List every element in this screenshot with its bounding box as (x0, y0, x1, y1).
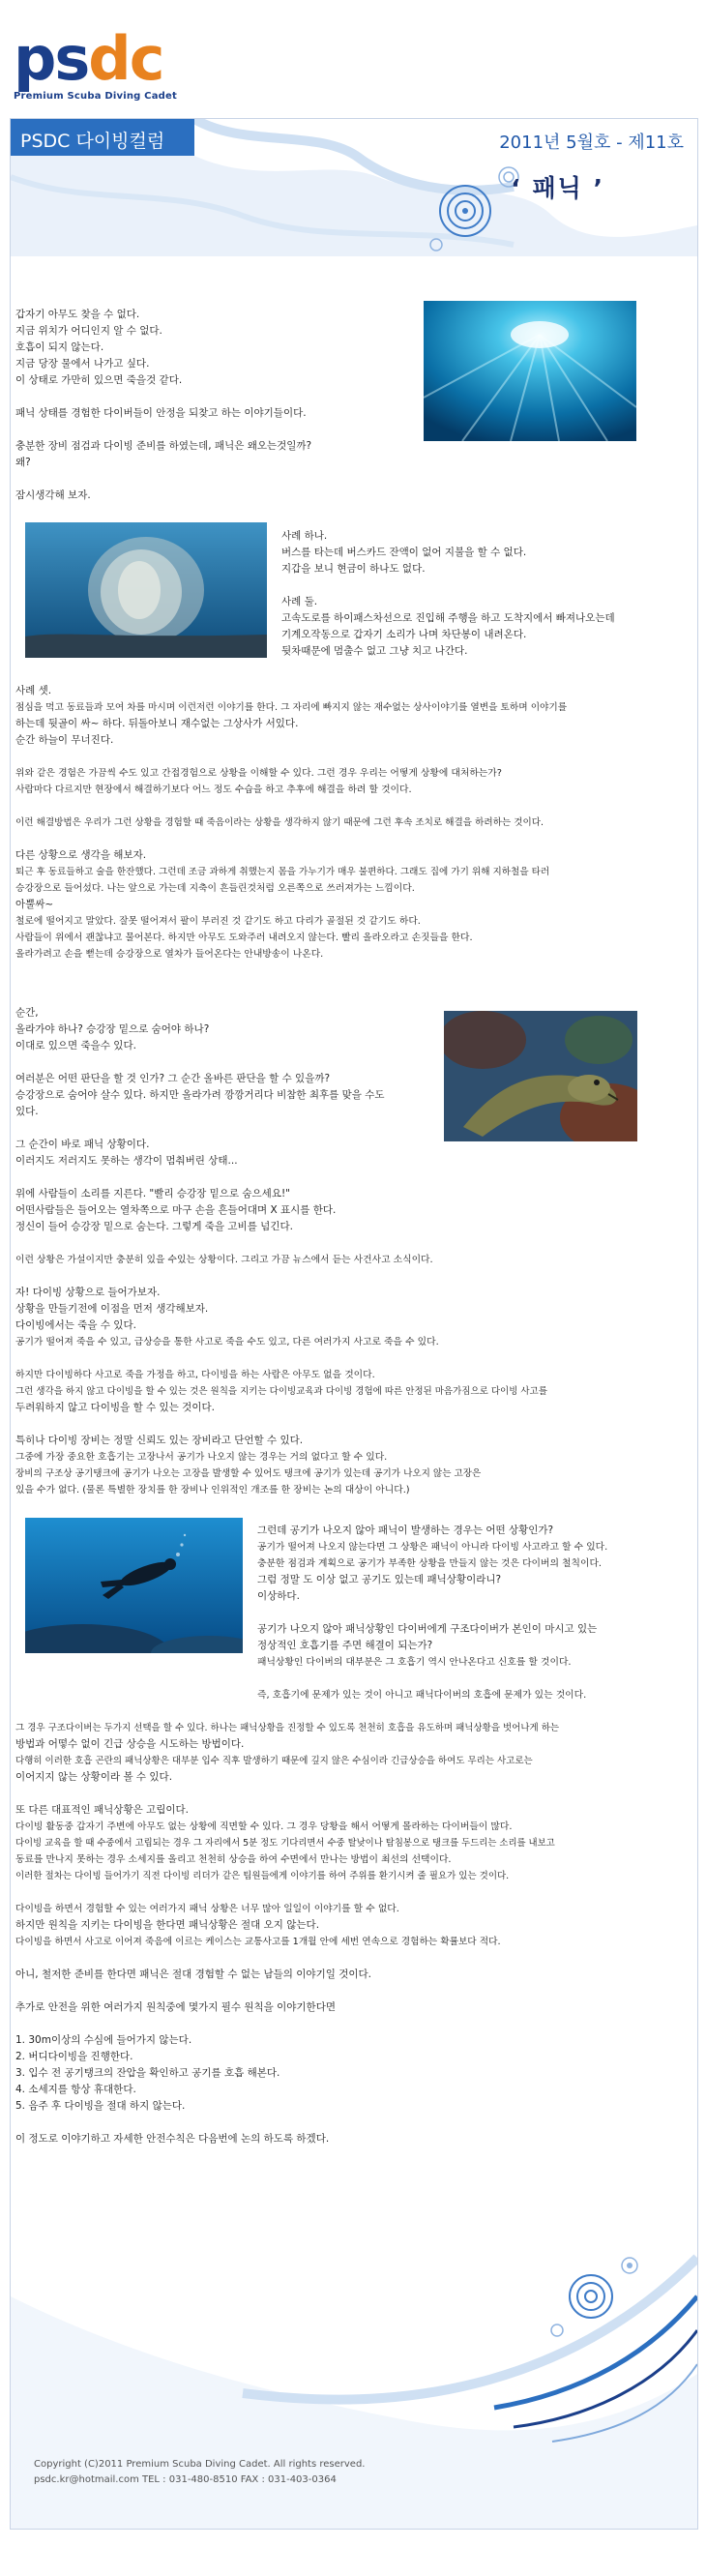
intro-line: 갑자기 아무도 찾을 수 없다. (15, 309, 140, 320)
case3-line: 사례 셋. (15, 685, 52, 696)
elevator-line: 올라가려고 손을 뻗는데 승강장으로 열차가 들어온다는 안내방송이 나온다. (15, 949, 324, 960)
judgement-line: 있다. (15, 1106, 39, 1117)
copyright-text: Copyright (C)2011 Premium Scuba Diving Cadet. All rights reserved. (34, 2459, 366, 2470)
diver-photo (25, 1518, 243, 1653)
regulator-line: 정상적인 호흡기를 주면 해결이 되는가? (257, 1640, 433, 1651)
footer-circles-decoration (551, 2258, 637, 2336)
issue-label: 2011년 5월호 - 제11호 (499, 133, 684, 153)
rescue-line: 다행히 이러한 호흡 곤란의 패닉상황은 대부분 입수 직후 발생하기 때문에 깊지 않은 수심이라 긴급상승을 하여도 무리는 사고로는 (15, 1756, 533, 1766)
psdc-logo[interactable] (14, 23, 236, 106)
paragraph: 아니, 철저한 준비를 한다면 패닉은 절대 경험할 수 없는 남들의 이야기일 것이다. (15, 1969, 371, 1980)
intro-line: 지금 당장 물에서 나가고 싶다. (15, 358, 150, 370)
case2-line: 고속도로를 하이패스차선으로 진입해 주행을 하고 도착지에서 빠져나오는데 (281, 612, 615, 624)
closing-paragraph: 이 정도로 이야기하고 자세한 안전수칙은 다음번에 논의 하도록 하겠다. (15, 2133, 330, 2145)
moment-line: 올라가야 하나? 승강장 밑으로 숨어야 하나? (15, 1023, 210, 1035)
moment-line: 이대로 있으면 죽을수 있다. (15, 1040, 136, 1051)
column-banner (10, 118, 698, 256)
contact-text[interactable]: psdc.kr@hotmail.com TEL : 031-480-8510 FAX : 031-403-0364 (34, 2474, 337, 2485)
case-diver-line: 그런데 공기가 나오지 않아 패닉이 발생하는 경우는 어떤 상황인가? (257, 1525, 554, 1536)
assume-line: 하지만 다이빙하다 사고로 죽을 가정을 하고, 다이빙을 하는 사람은 아무도 없을 것이다. (15, 1370, 375, 1380)
paragraph: 즉, 호흡기에 문제가 있는 것이 아니고 패닉다이버의 호흡에 문제가 있는 것이다. (257, 1690, 587, 1701)
paragraph: 왜? (15, 457, 31, 468)
shout-line: 위에 사람들이 소리를 지른다. "빨리 승강장 밑으로 숨으세요!" (15, 1188, 291, 1199)
paragraph: 잠시생각해 보자. (15, 489, 91, 501)
other-line: 이러한 절차는 다이빙 들어가기 직전 다이빙 리더가 같은 팀원들에게 이야기를 하여 주위를 환기시켜 줄 필요가 있는 것이다. (15, 1871, 510, 1881)
case2-line: 기계오작동으로 갑자기 소리가 나며 차단봉이 내려온다. (281, 629, 527, 640)
footer (10, 2238, 698, 2530)
case-diver-line: 그럼 정말 도 이상 없고 공기도 있는데 패닉상황이라니? (257, 1574, 502, 1585)
case3-line: 점심을 먹고 동료들과 모여 차를 마시며 이런저런 이야기를 한다. 그 자리에 빠지지 않는 재수없는 상사이야기를 열변을 토하며 이야기를 (15, 702, 568, 713)
judgement-line: 승강장으로 숨어야 살수 있다. 하지만 올라가려 깡깡거리다 비참한 최후를 맞을 수도 (15, 1089, 385, 1101)
case1-line: 지갑을 보니 현금이 하나도 없다. (281, 563, 426, 575)
other-line: 다이빙 활동중 갑자기 주변에 아무도 없는 상황에 직면할 수 있다. 그 경우 당황을 해서 어떻게 몰라하는 다이버들이 많다. (15, 1821, 513, 1832)
paragraph: 이런 상황은 가설이지만 충분히 있을 수있는 상황이다. 그리고 가끔 뉴스에서 듣는 사건사고 소식이다. (15, 1255, 433, 1265)
intro-line: 이 상태로 가만히 있으면 죽을것 같다. (15, 374, 183, 386)
case-diver-line: 이상하다. (257, 1590, 300, 1602)
elevator-line: 승강장으로 들어섰다. 나는 앞으로 가는데 지축이 흔들린것처럼 오른쪽으로 쓰러져가는 느낌이다. (15, 883, 415, 894)
logo-mark: psdc (14, 23, 163, 94)
paragraph: 위와 같은 경험은 가끔씩 수도 있고 간접경험으로 상황을 이해할 수 있다. 그런 경우 우리는 어떻게 상황에 대처하는가? (15, 768, 502, 779)
air-line: 그중에 가장 중요한 호흡기는 고장나서 공기가 나오지 않는 경우는 거의 없다고 할 수 있다. (15, 1452, 388, 1463)
regulator-line: 패닉상황인 다이버의 대부분은 그 호흡기 역시 안나온다고 신호를 할 것이다. (257, 1657, 572, 1668)
principle-item: 3. 입수 전 공기탱크의 잔압을 확인하고 공기를 호흡 해본다. (15, 2067, 280, 2079)
rescue-line: 이어지지 않는 상황이라 볼 수 있다. (15, 1771, 173, 1783)
elevator-line: 퇴근 후 동료들하고 술을 한잔했다. 그런데 조금 과하게 취했는지 몸을 가누기가 매우 불편하다. 그래도 집에 가기 위해 지하철을 타러 (15, 867, 550, 877)
air-line: 있을 수가 없다. (물론 특별한 장치를 한 장비나 인위적인 개조를 한 장비는 논의 대상이 아니다.) (15, 1485, 410, 1495)
sunlight-underwater-photo (424, 301, 636, 441)
elevator-line: 사람들이 위에서 괜찮냐고 물어본다. 하지만 아무도 도와주러 내려오지 않는다. 빨리 올라오라고 손짓들을 한다. (15, 933, 473, 943)
story-line: 다이빙을 하면서 경험할 수 있는 여러가지 패닉 상황은 너무 많아 일일이 이야기를 할 수 없다. (15, 1904, 399, 1914)
logo-tagline: Premium Scuba Diving Cadet (14, 91, 177, 102)
air-line: 장비의 구조상 공기탱크에 공기가 나오는 고장을 발생할 수 있어도 탱크에 공기가 있는데 공기가 나오지 않는 고장은 (15, 1468, 482, 1479)
dive-line: 상황을 만들기전에 이점을 먼저 생각해보자. (15, 1303, 209, 1315)
case-diver-line: 공기가 떨어져 나오지 않는다면 그 상황은 패닉이 아니라 다이빙 사고라고 할 수 있다. (257, 1542, 608, 1553)
principle-item: 5. 음주 후 다이빙을 절대 하지 않는다. (15, 2100, 186, 2112)
elevator-line: 아뿔싸~ (15, 899, 54, 910)
shout-line: 어떤사람들은 들어오는 열차쪽으로 마구 손을 흔들어대며 X 표시를 한다. (15, 1204, 337, 1216)
footer-wave-decoration (11, 2238, 697, 2529)
story-line: 다이빙을 하면서 사고로 이어져 죽음에 이르는 케이스는 교통사고를 1개월 안에 세번 연속으로 경험하는 확률보다 적다. (15, 1937, 501, 1947)
dive-line: 공기가 떨어져 죽을 수 있고, 급상승을 통한 사고로 죽을 수도 있고, 다른 여러가지 사고로 죽을 수 있다. (15, 1337, 439, 1347)
case-diver-line: 충분한 점검과 계획으로 공기가 부족한 상황을 만들지 않는 것은 다이버의 철칙이다. (257, 1558, 603, 1569)
fish-school-photo (25, 522, 267, 658)
assume-line: 그런 생각을 하지 않고 다이빙을 할 수 있는 것은 원칙을 지키는 다이빙교육과 다이빙 경험에 따른 안정된 마음가짐으로 다이빙 사고를 (15, 1386, 547, 1397)
article-frame (10, 255, 698, 2238)
intro-line: 호흡이 되지 않는다. (15, 341, 104, 353)
dive-line: 자! 다이빙 상황으로 들어가보자. (15, 1287, 161, 1298)
dive-line: 다이빙에서는 죽을 수 있다. (15, 1319, 136, 1331)
paragraph: 패닉 상태를 경험한 다이버들이 안정을 되찾고 하는 이야기들이다. (15, 407, 307, 419)
case2-line: 사례 둘. (281, 596, 318, 607)
case1-line: 사례 하나. (281, 530, 328, 542)
case3-line: 하는데 뒷골이 싸~ 하다. 뒤돌아보니 재수없는 그상사가 서있다. (15, 718, 299, 729)
rescue-line: 그 경우 구조다이버는 두가지 선택을 할 수 있다. 하나는 패닉상황을 진정할 수 있도록 천천히 호흡을 유도하며 패닉상황을 벗어나게 하는 (15, 1723, 560, 1733)
principle-item: 2. 버디다이빙을 진행한다. (15, 2051, 133, 2062)
other-line: 다이빙 교육을 할 때 수중에서 고립되는 경우 그 자리에서 5분 정도 기다리면서 수중 탈낮이나 탐침봉으로 탱크를 두드리는 소리를 내보고 (15, 1838, 555, 1849)
panic-state-line: 이러지도 저러지도 못하는 생각이 멈춰버린 상태... (15, 1155, 238, 1167)
assume-line: 두려워하지 않고 다이빙을 할 수 있는 것이다. (15, 1402, 215, 1413)
story-line: 하지만 원칙을 지키는 다이빙을 한다면 패닉상황은 절대 오지 않는다. (15, 1919, 320, 1931)
rescue-line: 방법과 어떻수 없이 긴급 상승을 시도하는 방법이다. (15, 1738, 245, 1750)
principle-item: 4. 소세지를 항상 휴대한다. (15, 2084, 136, 2095)
paragraph: 사람마다 다르지만 현장에서 해결하기보다 어느 정도 수습을 하고 추후에 해결을 하려 할 것이다. (15, 785, 412, 795)
other-line: 동료를 만나지 못하는 경우 소세지를 올리고 천천히 상승을 하여 수면에서 만나는 방법이 최선의 선택이다. (15, 1854, 452, 1865)
other-line: 또 다른 대표적인 패닉상황은 고립이다. (15, 1804, 189, 1816)
panic-state-line: 그 순간이 바로 패닉 상황이다. (15, 1139, 150, 1150)
case2-line: 뒷차때문에 멈출수 없고 그냥 치고 나간다. (281, 645, 468, 657)
air-line: 특히나 다이빙 장비는 정말 신뢰도 있는 장비라고 단언할 수 있다. (15, 1435, 304, 1446)
moment-line: 순간, (15, 1007, 39, 1019)
case1-line: 버스를 타는데 버스카드 잔액이 없어 지불을 할 수 없다. (281, 547, 527, 558)
paragraph: 이런 해결방법은 우리가 그런 상황을 경험할 때 죽음이라는 상황을 생각하지 않기 때문에 그런 후속 조치로 해결을 하려하는 것이다. (15, 817, 544, 828)
elevator-line: 철로에 떨어지고 말았다. 잘못 떨어져서 팔이 부러진 것 같기도 하고 다리가 골절된 것 같기도 하다. (15, 916, 421, 927)
regulator-line: 공기가 나오지 않아 패닉상황인 다이버에게 구조다이버가 본인이 마시고 있는 (257, 1623, 598, 1635)
principle-item: 1. 30m이상의 수심에 들어가지 않는다. (15, 2034, 192, 2046)
elevator-line: 다른 상황으로 생각을 해보자. (15, 849, 147, 861)
column-title: PSDC 다이빙컬럼 (20, 131, 165, 152)
judgement-line: 여러분은 어떤 판단을 할 것 인가? 그 순간 올바른 판단을 할 수 있을까? (15, 1073, 331, 1084)
case3-line: 순간 하늘이 무너진다. (15, 734, 114, 746)
paragraph: 추가로 안전을 위한 여러가지 원칙중에 몇가지 필수 원칙을 이야기한다면 (15, 2001, 336, 2013)
paragraph: 충분한 장비 점검과 다이빙 준비를 하였는데, 패닉은 왜오는것일까? (15, 440, 312, 452)
moray-eel-photo (444, 1011, 637, 1141)
topic-title: ‘ 패닉 ’ (511, 174, 604, 202)
shout-line: 정신이 들어 승강장 밑으로 숨는다. 그렇게 죽을 고비를 넘긴다. (15, 1221, 293, 1232)
intro-line: 지금 위치가 어디인지 알 수 없다. (15, 325, 162, 337)
